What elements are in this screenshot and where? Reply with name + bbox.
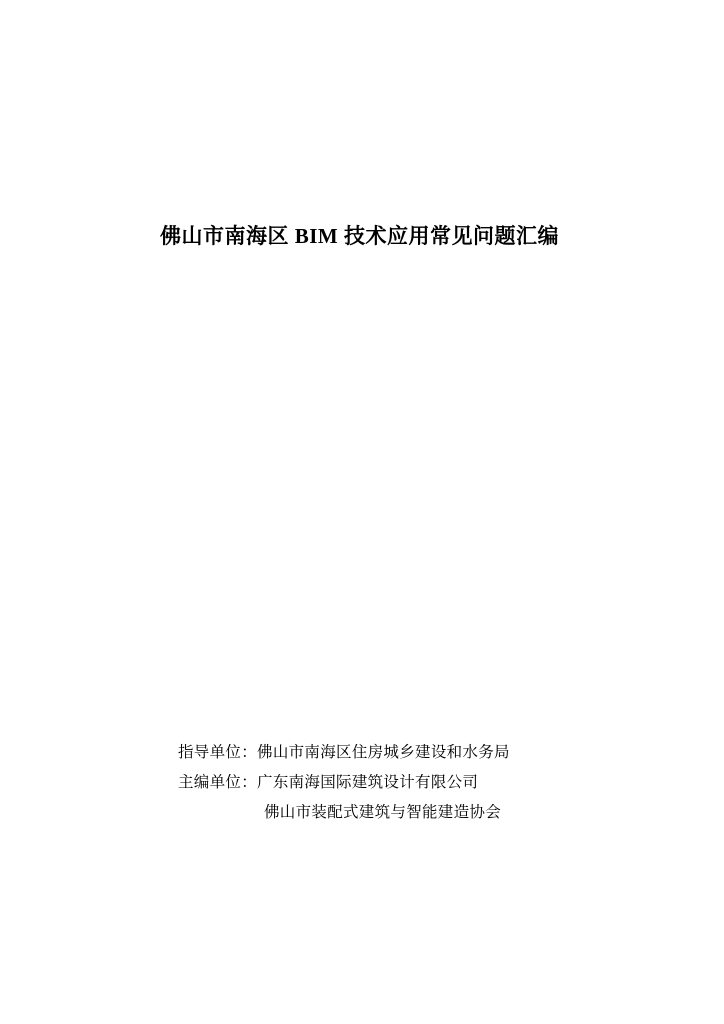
credit-value: 佛山市南海区住房城乡建设和水务局 xyxy=(257,744,510,761)
credit-row xyxy=(178,768,658,798)
credit-row xyxy=(178,798,658,828)
credit-row xyxy=(178,738,658,768)
page-title: 佛山市南海区 BIM 技术应用常见问题汇编 xyxy=(160,224,559,248)
credit-value: 佛山市装配式建筑与智能建造协会 xyxy=(264,804,502,821)
credit-value: 广东南海国际建筑设计有限公司 xyxy=(257,774,479,791)
credits-block xyxy=(178,738,658,828)
credit-label: 指导单位： xyxy=(178,744,258,761)
credit-label: 主编单位： xyxy=(178,774,258,791)
